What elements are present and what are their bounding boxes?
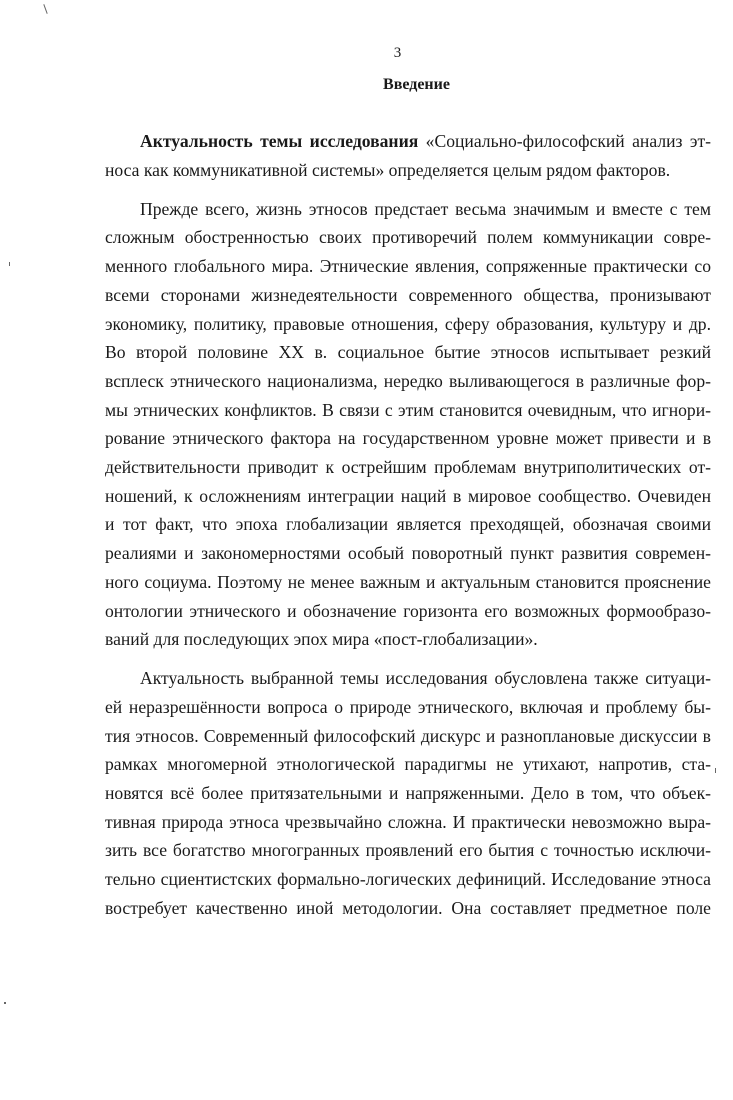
text-line	[105, 127, 711, 156]
text-line: новятся всё более притязательными и напряженными. Дело в том, что объек-	[105, 783, 711, 804]
text-line: носа как коммуникативной системы» определяется целым рядом факторов.	[105, 159, 671, 180]
text-line: ного социума. Поэтому не менее важным и актуальным становится прояснение	[105, 571, 711, 592]
text-line: Во второй половине XX в. социальное бытие этносов испытывает резкий	[105, 342, 711, 363]
text-line: Актуальность выбранной темы исследования обусловлена также ситуаци-	[140, 668, 711, 689]
text-line: ношений, к осложнениям интеграции наций в мировое сообщество. Очевиден	[105, 485, 711, 506]
text-line: и тот факт, что эпоха глобализации является преходящей, обозначая своими	[105, 514, 711, 535]
text-line: всеми сторонами жизнедеятельности современного общества, пронизывают	[105, 284, 711, 305]
page-number: 3	[393, 45, 402, 61]
text-line: востребует качественно иной методологии. Она составляет предметное поле	[105, 897, 711, 918]
scan-mark	[9, 262, 10, 266]
paragraph-2	[105, 195, 711, 654]
text-line: всплеск этнического национализма, нередко выливающегося в различные фор-	[105, 370, 711, 391]
text-line: ваний для последующих эпох мира «пост-глобализации».	[105, 629, 538, 650]
text-line: Прежде всего, жизнь этносов предстает весьма значимым и вместе с тем	[140, 198, 711, 219]
paragraph-3	[105, 664, 711, 922]
text-line: ей неразрешённости вопроса о природе этнического, включая и проблему бы-	[105, 696, 711, 717]
text-line: онтологии этнического и обозначение горизонта его возможных формообразо-	[105, 600, 711, 621]
text-run: «Социально-философский анализ эт-	[418, 131, 711, 151]
text-line: рование этнического фактора на государственном уровне может привести и в	[105, 428, 711, 449]
scan-mark	[43, 4, 47, 14]
text-line: сложным обостренностью своих противоречий полем коммуникации совре-	[105, 227, 711, 248]
text-line: действительности приводит к острейшим проблемам внутриполитических от-	[105, 457, 711, 478]
paragraph-1	[105, 127, 711, 184]
text-line: реалиями и закономерностями особый поворотный пункт развития современ-	[105, 543, 711, 564]
text-line: зить все богатство многогранных проявлений его бытия с точностью исключи-	[105, 840, 711, 861]
text-line: тивная природа этноса чрезвычайно сложна. И практически невозможно выра-	[105, 811, 711, 832]
text-line: мы этнических конфликтов. В связи с этим становится очевидным, что игнори-	[105, 399, 711, 420]
scan-mark	[4, 1002, 6, 1004]
text-line: экономику, политику, правовые отношения, сферу образования, культуру и др.	[105, 313, 711, 334]
bold-lead: Актуальность темы исследования	[140, 131, 419, 151]
text-line: менного глобального мира. Этнические явления, сопряженные практически со	[105, 256, 711, 277]
body-text	[105, 127, 711, 933]
text-line: тельно сциентистских формально-логических дефиниций. Исследование этноса	[105, 869, 711, 890]
text-line: тия этносов. Современный философский дискурс и разноплановые дискуссии в	[105, 725, 711, 746]
text-line: рамках многомерной этнологической парадигмы не утихают, напротив, ста-	[105, 754, 711, 775]
scan-mark	[715, 768, 716, 773]
section-heading: Введение	[383, 76, 450, 93]
